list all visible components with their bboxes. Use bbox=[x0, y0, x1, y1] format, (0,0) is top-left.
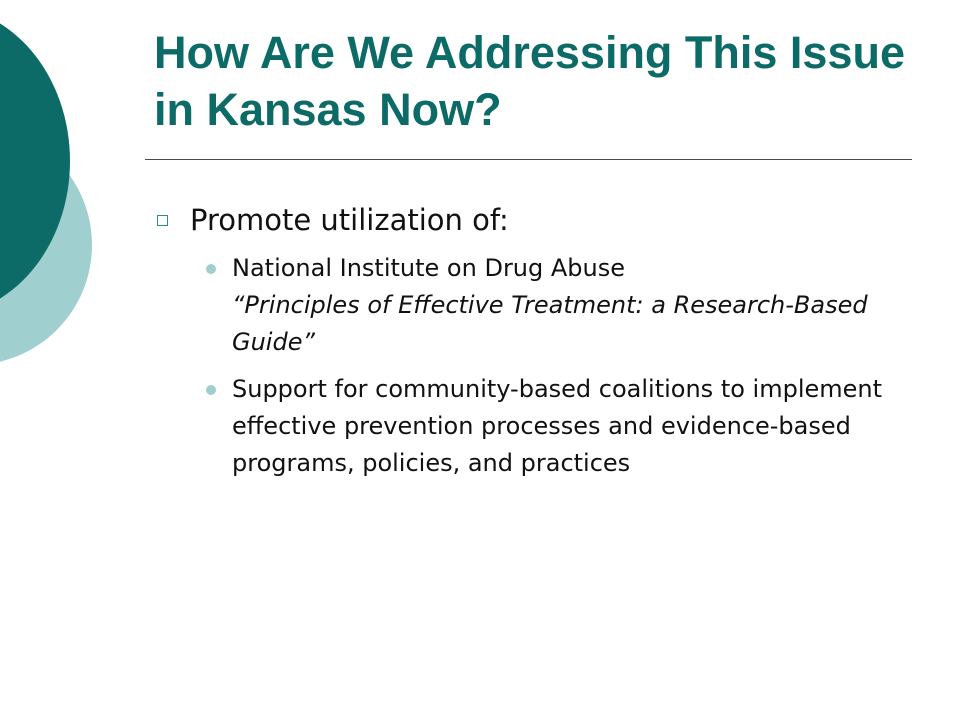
sub-bullet-coalitions-text: Support for community-based coalitions to implement effective prevention processes and evidence-based programs, policies, and practices bbox=[232, 375, 883, 477]
square-bullet-icon bbox=[157, 215, 168, 226]
main-bullet bbox=[155, 200, 925, 240]
dot-bullet-icon bbox=[206, 264, 216, 274]
dot-bullet-icon bbox=[206, 385, 216, 395]
sub-bullet-list bbox=[155, 250, 925, 482]
title-divider bbox=[145, 159, 912, 160]
sub-bullet-nida bbox=[155, 250, 925, 361]
main-bullet-text: Promote utilization of: bbox=[190, 203, 509, 237]
slide-title: How Are We Addressing This Issue in Kansas Now? bbox=[154, 27, 906, 135]
sub-bullet-nida-quote: “Principles of Effective Treatment: a Research-Based Guide” bbox=[232, 291, 868, 356]
sub-bullet-nida-lead: National Institute on Drug Abuse bbox=[232, 254, 626, 282]
slide-content bbox=[155, 200, 925, 492]
sub-bullet-coalitions bbox=[155, 371, 925, 482]
